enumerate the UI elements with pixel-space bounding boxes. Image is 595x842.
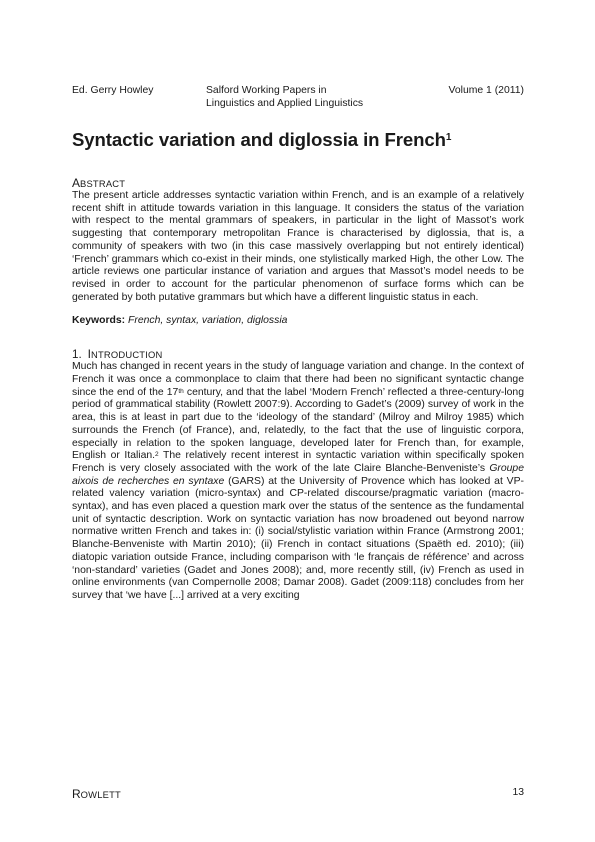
intro-superscript-th: th (178, 387, 184, 395)
header-volume: Volume 1 (2011) (448, 85, 524, 96)
introduction-number: 1. (72, 348, 82, 362)
intro-part2: century, and that the label ‘Modern French’ reflected a three-century-long period of grammatical stability (Rowlett 2007:9). According to Gadet’s (2009) survey of work in the area, this is at least in part due to the ‘ideology of the standard’ (Milroy and Milroy 1985) which surrounds the French (of France), and, relatedly, to the fact that the use of linguistic corpora, especially in relation to the spoken language, developed later for French than, for example, English or Italian. (72, 386, 524, 462)
footer-author-first: R (72, 787, 81, 801)
title-footnote-marker: 1 (445, 132, 452, 143)
abstract-text: The present article addresses syntactic variation within French, and is an example of a relatively recent shift in attitude towards variation in this language. It considers the status of the variation with respect to the mental grammars of speakers, in particular in the light of Massot’s work suggesting that contemporary metropolitan France is characterised by diglossia, that is, a community of speakers with two (in this case massively overlapping but not entirely identical) ‘French’ grammars which co-exist in their minds, one stylistically marked High, the other Low. The article reviews one particular instance of variation and argues that Massot’s model needs to be revised in order to account for the particular phenomenon of surface forms which can be generated by both putative grammars but which have a different linguistic status in each. (72, 190, 524, 303)
keywords-label: Keywords: (72, 315, 126, 327)
keywords-list: French, syntax, variation, diglossia (128, 315, 288, 327)
page-number: 13 (512, 787, 524, 798)
header-series-line2: Linguistics and Applied Linguistics (206, 98, 364, 109)
paper-page (72, 84, 524, 603)
abstract-heading-first: A (72, 176, 81, 190)
keywords (72, 314, 524, 327)
running-header (72, 84, 524, 116)
intro-part4: (GARS) at the University of Provence which has looked at VP-related valency variation (micro-syntax) and CP-related discourse/pragmatic variation (macro-syntax), and has even placed a question mark over the status of the sentence as the fundamental unit of syntactic description. Work on syntactic variation has now broadened out beyond narrow normative written French and takes in: (i) social/stylistic variation within France (Armstrong 2001; Blanche-Benveniste with Martin 2010); (ii) French in contact situations (Spaëth ed. 2010); (iii) diatopic variation outside France, including comparison with ‘le français de référence’ and across ‘non-standard’ varieties (Gadet and Jones 2008); and, more recently still, (iv) French as used in online environments (van Compernolle 2008; Damar 2008). Gadet (2009:118) concludes from her survey that ‘we have [...] arrived at a very exciting (72, 475, 524, 601)
paper-title-text: Syntactic variation and diglossia in French (72, 129, 446, 150)
footnote-marker-2: 2 (155, 451, 159, 459)
footer-author-rest: OWLETT (80, 789, 121, 800)
header-editor: Ed. Gerry Howley (72, 85, 154, 96)
introduction-heading-rest: NTRODUCTION (91, 349, 163, 361)
intro-italic-group-name: Groupe aixois de recherches en syntaxe (72, 462, 524, 487)
introduction-text (72, 361, 524, 602)
abstract-heading-rest: BSTRACT (80, 178, 126, 189)
intro-part1: Much has changed in recent years in the study of language variation and change. In the context of French it was once a commonplace to claim that there had been no significant syntactic change since the end of the 17 (72, 361, 524, 398)
paper-title (72, 129, 524, 151)
abstract-heading (72, 177, 524, 190)
header-series (206, 84, 363, 110)
footer-author (72, 787, 121, 801)
intro-part3: The relatively recent interest in syntactic variation within specifically spoken French is very closely associated with the work of the late Claire Blanche-Benveniste’s (72, 450, 524, 474)
introduction-heading (72, 348, 524, 361)
introduction-heading-first: I (87, 347, 92, 362)
running-footer (72, 787, 524, 801)
header-series-line1: Salford Working Papers in (206, 85, 327, 96)
